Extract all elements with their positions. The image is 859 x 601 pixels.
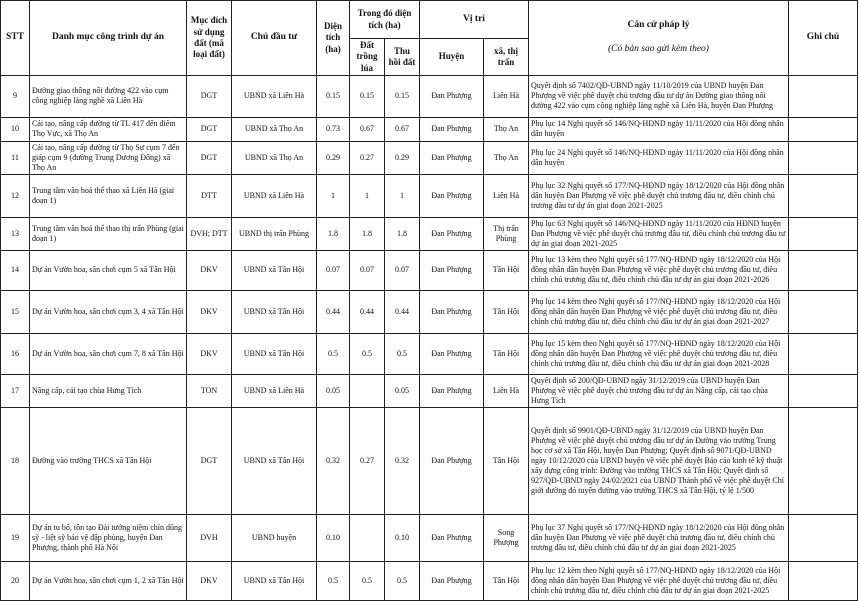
table-row [1, 217, 858, 250]
row-investor: UBND xã Thọ An [232, 117, 317, 141]
row-stt: 10 [1, 117, 30, 141]
row-area: 0.44 [317, 290, 350, 333]
legal-header-note: (Có bản sao gửi kèm theo) [608, 43, 709, 54]
table-row [1, 75, 858, 117]
row-commune: Tân Hội [484, 333, 529, 374]
row-recovered-area: 1 [385, 174, 420, 217]
row-legal-basis: Phụ lục 14 kèm theo Nghị quyết số 177/NQ-HĐND ngày 18/12/2020 của Hội đồng nhân dân huyện Đan Phượng về việc phê duyệt chủ trương đầu tư, điều chỉnh chủ trương đầu tư, điều chỉnh chủ đầu tư dự án giai đoạn 2021-2027 [529, 290, 789, 333]
row-legal-basis: Phụ lục 32 Nghị quyết số 177/NQ-HĐND ngày 18/12/2020 của Hội đồng nhân dân huyện Đan Phượng về việc phê duyệt chủ trương đầu tư, điều chỉnh chủ trương đầu tư dự án giai đoạn 2021-2025 [529, 174, 789, 217]
row-land-code: DGT [187, 75, 232, 117]
col-header-legal [529, 1, 789, 76]
row-area: 0.5 [317, 333, 350, 374]
row-district: Đan Phượng [420, 333, 484, 374]
row-commune: Thọ An [484, 141, 529, 174]
row-investor: UBND xã Liên Hà [232, 75, 317, 117]
col-header-rice: Đất trồng lúa [350, 39, 385, 76]
row-project-name: Trung tâm văn hoá thể thao xã Liên Hà (giai đoạn 1) [30, 174, 187, 217]
row-rice-area: 0.27 [350, 141, 385, 174]
row-area: 0.15 [317, 75, 350, 117]
row-stt: 18 [1, 407, 30, 514]
col-header-recovered: Thu hồi đất [385, 39, 420, 76]
row-notes [789, 407, 858, 514]
col-header-location: Vị trí [420, 1, 529, 39]
row-project-name: Cải tạo, nâng cấp đường từ TL 417 đến điếm Thọ Vực, xã Thọ An [30, 117, 187, 141]
row-stt: 15 [1, 290, 30, 333]
row-commune: Tân Hội [484, 290, 529, 333]
row-rice-area [350, 374, 385, 407]
row-rice-area: 0.5 [350, 561, 385, 600]
col-header-stt: STT [1, 1, 30, 76]
row-land-code: DGT [187, 407, 232, 514]
row-district: Đan Phượng [420, 374, 484, 407]
row-notes [789, 290, 858, 333]
row-investor: UBND thị trấn Phùng [232, 217, 317, 250]
row-land-code: DGT [187, 117, 232, 141]
row-rice-area: 1 [350, 174, 385, 217]
row-district: Đan Phượng [420, 407, 484, 514]
row-legal-basis: Phụ lục 24 Nghị quyết số 146/NQ-HĐND ngày 11/11/2020 của Hội đồng nhân dân huyện [529, 141, 789, 174]
row-project-name: Cải tạo, nâng cấp đường từ Thọ Sự cụm 7 đến giáp cụm 9 (đường Trung Dương Đông) xã Thọ An [30, 141, 187, 174]
row-rice-area: 0.5 [350, 333, 385, 374]
row-rice-area: 0.27 [350, 407, 385, 514]
col-header-area: Diện tích (ha) [317, 1, 350, 76]
row-notes [789, 217, 858, 250]
row-district: Đan Phượng [420, 174, 484, 217]
row-land-code: TON [187, 374, 232, 407]
row-project-name: Trung tâm văn hoá thể thao thị trấn Phùng (giai đoạn 1) [30, 217, 187, 250]
row-rice-area: 0.07 [350, 250, 385, 290]
row-commune: Tân Hội [484, 407, 529, 514]
row-stt: 16 [1, 333, 30, 374]
row-recovered-area: 1.8 [385, 217, 420, 250]
row-stt: 14 [1, 250, 30, 290]
legal-header-title: Căn cứ pháp lý [627, 20, 690, 30]
row-area: 0.73 [317, 117, 350, 141]
row-investor: UBND xã Tân Hội [232, 250, 317, 290]
row-investor: UBND xã Thọ An [232, 141, 317, 174]
row-land-code: DTT [187, 174, 232, 217]
row-land-code: DKV [187, 290, 232, 333]
row-investor: UBND xã Tân Hội [232, 561, 317, 600]
row-notes [789, 333, 858, 374]
row-notes [789, 117, 858, 141]
col-header-purpose: Mục đích sử dụng đất (mã loại đất) [187, 1, 232, 76]
row-investor: UBND xã Liên Hà [232, 374, 317, 407]
row-area: 0.32 [317, 407, 350, 514]
col-header-project: Danh mục công trình dự án [30, 1, 187, 76]
col-header-notes: Ghi chú [789, 1, 858, 76]
row-recovered-area: 0.07 [385, 250, 420, 290]
row-notes [789, 75, 858, 117]
row-project-name: Dự án Vườn hoa, sân chơi cụm 3, 4 xã Tân Hội [30, 290, 187, 333]
row-legal-basis: Phụ lục 14 Nghị quyết số 146/NQ-HĐND ngày 11/11/2020 của Hội đồng nhân dân huyện [529, 117, 789, 141]
row-legal-basis: Phụ lục 37 Nghị quyết số 177/NQ-HĐND ngày 18/12/2020 của Hội đồng nhân dân huyện Đan Phượng về việc phê duyệt chủ trương đầu tư, điều chỉnh chủ trương đầu tư, điều chỉnh chủ đầu tư dự án giai đoạn 2021-2025 [529, 514, 789, 561]
row-land-code: DKV [187, 333, 232, 374]
row-commune: Tân Hội [484, 250, 529, 290]
row-legal-basis: Quyết định số 7402/QĐ-UBND ngày 11/10/2019 của UBND huyện Đan Phượng về việc phê duyệt chủ trương đầu tư dự án Đường giao thông nối đường 422 vào cụm công nghiệp làng nghề xã Liên Hà, huyện Đan Phượng [529, 75, 789, 117]
row-district: Đan Phượng [420, 250, 484, 290]
row-stt: 17 [1, 374, 30, 407]
row-rice-area: 0.67 [350, 117, 385, 141]
row-district: Đan Phượng [420, 141, 484, 174]
col-header-district: Huyện [420, 39, 484, 76]
row-district: Đan Phượng [420, 217, 484, 250]
row-project-name: Nâng cấp, cải tạo chùa Hưng Tích [30, 374, 187, 407]
row-rice-area: 0.15 [350, 75, 385, 117]
row-notes [789, 174, 858, 217]
row-area: 0.07 [317, 250, 350, 290]
row-legal-basis: Quyết định số 200/QĐ-UBND ngày 31/12/2019 của UBND huyện Đan Phượng về việc phê duyệt chủ trương đầu tư dự án Nâng cấp, cải tạo chùa Hưng Tích [529, 374, 789, 407]
row-area: 1.8 [317, 217, 350, 250]
row-area: 0.10 [317, 514, 350, 561]
row-investor: UBND xã Liên Hà [232, 174, 317, 217]
row-project-name: Dự án Vườn hoa, sân chơi cụm 5 xã Tân Hội [30, 250, 187, 290]
row-land-code: DVH [187, 514, 232, 561]
row-project-name: Dự án Vườn hoa, sân chơi cụm 7, 8 xã Tân Hội [30, 333, 187, 374]
row-commune: Tân Hội [484, 561, 529, 600]
row-recovered-area: 0.44 [385, 290, 420, 333]
row-recovered-area: 0.29 [385, 141, 420, 174]
row-notes [789, 374, 858, 407]
table-row [1, 374, 858, 407]
row-recovered-area: 0.32 [385, 407, 420, 514]
row-district: Đan Phượng [420, 561, 484, 600]
row-area: 0.5 [317, 561, 350, 600]
row-notes [789, 250, 858, 290]
table-row [1, 407, 858, 514]
row-area: 1 [317, 174, 350, 217]
row-land-code: DKV [187, 250, 232, 290]
row-rice-area [350, 514, 385, 561]
row-recovered-area: 0.15 [385, 75, 420, 117]
col-header-within: Trong đó diện tích (ha) [350, 1, 420, 39]
table-body [1, 75, 858, 600]
row-project-name: Đường giao thông nối đường 422 vào cụm công nghiệp làng nghề xã Liên Hà [30, 75, 187, 117]
row-investor: UBND huyện [232, 514, 317, 561]
table-row [1, 174, 858, 217]
row-investor: UBND xã Tân Hội [232, 407, 317, 514]
table-row [1, 141, 858, 174]
row-recovered-area: 0.05 [385, 374, 420, 407]
col-header-commune: xã, thị trấn [484, 39, 529, 76]
row-notes [789, 514, 858, 561]
row-rice-area: 0.44 [350, 290, 385, 333]
row-project-name: Dự án Vườn hoa, sân chơi cụm 1, 2 xã Tân Hội [30, 561, 187, 600]
row-investor: UBND xã Tân Hội [232, 333, 317, 374]
row-stt: 19 [1, 514, 30, 561]
row-legal-basis: Phụ lục 12 kèm theo Nghị quyết số 177/NQ-HĐND ngày 18/12/2020 của Hội đồng nhân dân huyện Đan Phượng về việc phê duyệt chủ trương đầu tư, điều chỉnh chủ trương đầu tư, điều chỉnh chủ đầu tư dự án giai đoạn 2021-2025 [529, 561, 789, 600]
row-recovered-area: 0.5 [385, 333, 420, 374]
row-investor: UBND xã Tân Hội [232, 290, 317, 333]
row-stt: 9 [1, 75, 30, 117]
table-row [1, 561, 858, 600]
row-district: Đan Phượng [420, 117, 484, 141]
row-stt: 12 [1, 174, 30, 217]
row-district: Đan Phượng [420, 514, 484, 561]
row-commune: Thị trấn Phùng [484, 217, 529, 250]
table-row [1, 250, 858, 290]
row-recovered-area: 0.67 [385, 117, 420, 141]
row-area: 0.29 [317, 141, 350, 174]
row-legal-basis: Quyết định số 9901/QĐ-UBND ngày 31/12/2019 của UBND huyện Đan Phượng về việc phê duyệt chủ trương đầu tư dự án Đường vào trường Trung học cơ sở xã Tân Hội, huyện Đan Phượng; Quyết định số 9071/QĐ-UBND ngày 10/12/2020 của UBND huyện về việc phê duyệt Báo cáo kinh tế kỹ thuật xây dựng công trình: Đường vào trường THCS xã Tân Hội; Quyết định số 927/QĐ-UBND ngày 24/02/2021 của UBND Thành phố về việc phê duyệt Chỉ giới đường đỏ tuyến đường vào trường THCS xã Tân Hội, tỷ lệ 1/500 [529, 407, 789, 514]
row-notes [789, 141, 858, 174]
row-commune: Liên Hà [484, 374, 529, 407]
row-legal-basis: Phụ lục 15 kèm theo Nghị quyết số 177/NQ-HĐND ngày 18/12/2020 của Hội đồng nhân dân huyện Đan Phượng về việc phê duyệt chủ trương đầu tư, điều chỉnh chủ trương đầu tư, điều chỉnh chủ đầu tư dự án giai đoạn 2021-2028 [529, 333, 789, 374]
row-land-code: DGT [187, 141, 232, 174]
row-land-code: DVH; DTT [187, 217, 232, 250]
table-row [1, 514, 858, 561]
row-area: 0.05 [317, 374, 350, 407]
row-stt: 11 [1, 141, 30, 174]
table-row [1, 117, 858, 141]
row-project-name: Dự án tu bổ, tôn tạo Đài tưởng niệm chín dũng sỹ - liệt sỹ bảo vệ đập phùng, huyện Đan Phượng, thành phố Hà Nội [30, 514, 187, 561]
row-commune: Liên Hà [484, 174, 529, 217]
row-district: Đan Phượng [420, 290, 484, 333]
row-rice-area: 1.8 [350, 217, 385, 250]
row-recovered-area: 0.10 [385, 514, 420, 561]
row-stt: 13 [1, 217, 30, 250]
table-row [1, 333, 858, 374]
row-district: Đan Phượng [420, 75, 484, 117]
row-legal-basis: Phụ lục 63 Nghị quyết số 146/NQ-HĐND ngày 11/11/2020 của HĐND huyện Đan Phượng về việc phê duyệt chủ trương đầu tư, điều chỉnh chủ trương đầu tư dự án giai đoạn 2021-2025 [529, 217, 789, 250]
row-notes [789, 561, 858, 600]
row-stt: 20 [1, 561, 30, 600]
row-project-name: Đường vào trường THCS xã Tân Hội [30, 407, 187, 514]
row-commune: Liên Hà [484, 75, 529, 117]
row-commune: Song Phượng [484, 514, 529, 561]
row-land-code: DKV [187, 561, 232, 600]
row-commune: Thọ An [484, 117, 529, 141]
row-legal-basis: Phụ lục 13 kèm theo Nghị quyết số 177/NQ-HĐND ngày 18/12/2020 của Hội đồng nhân dân huyện Đan Phượng về việc phê duyệt chủ trương đầu tư, điều chỉnh chủ trương đầu tư, điều chỉnh chủ đầu tư dự án giai đoạn 2021-2026 [529, 250, 789, 290]
col-header-investor: Chủ đầu tư [232, 1, 317, 76]
row-recovered-area: 0.5 [385, 561, 420, 600]
table-row [1, 290, 858, 333]
